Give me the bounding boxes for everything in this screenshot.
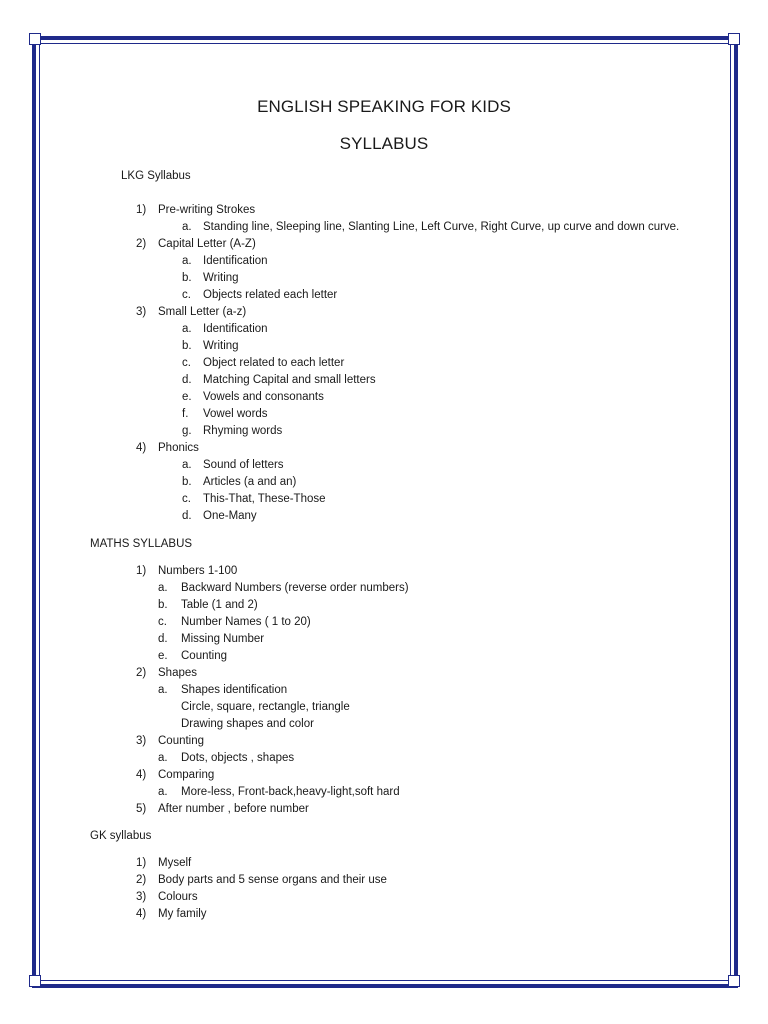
list-number: 3) [136,735,147,747]
sub-list-letter: a. [182,221,192,233]
border-corner-ornament [728,33,740,45]
list-number: 4) [136,442,147,454]
sub-list-item: Shapes identification [181,684,288,696]
sub-list-letter: a. [182,255,192,267]
list-number: 2) [136,667,147,679]
border-corner-ornament [29,975,41,987]
sub-list-letter: e. [158,650,168,662]
sub-list-item: Circle, square, rectangle, triangle [181,701,350,713]
section-heading-maths: MATHS SYLLABUS [90,538,193,550]
list-number: 2) [136,874,147,886]
sub-list-letter: a. [158,786,168,798]
list-item: My family [158,908,207,920]
list-item: Small Letter (a-z) [158,306,247,318]
sub-list-item: Writing [203,340,239,352]
sub-list-letter: e. [182,391,192,403]
sub-list-letter: b. [182,272,192,284]
sub-list-item: Identification [203,255,268,267]
list-item: Phonics [158,442,199,454]
list-number: 5) [136,803,147,815]
sub-list-item: Backward Numbers (reverse order numbers) [181,582,409,594]
sub-list-item: Counting [181,650,228,662]
list-item: Pre-writing Strokes [158,204,256,216]
sub-list-letter: c. [158,616,167,628]
sub-list-item: Matching Capital and small letters [203,374,376,386]
sub-list-letter: d. [182,510,192,522]
list-number: 2) [136,238,147,250]
sub-list-item: Writing [203,272,239,284]
sub-list-item: Missing Number [181,633,265,645]
sub-list-item: Standing line, Sleeping line, Slanting Line, Left Curve, Right Curve, up curve and down curve. [203,221,680,233]
sub-list-item: Drawing shapes and color [181,718,314,730]
sub-list-item: Vowel words [203,408,268,420]
sub-list-letter: c. [182,493,191,505]
list-item: Numbers 1-100 [158,565,238,577]
sub-list-letter: g. [182,425,192,437]
list-item: Comparing [158,769,215,781]
list-number: 1) [136,565,147,577]
sub-list-letter: a. [158,752,168,764]
sub-list-letter: b. [158,599,168,611]
sub-list-letter: a. [158,582,168,594]
sub-list-letter: f. [182,408,189,420]
document-title: ENGLISH SPEAKING FOR KIDS [257,97,511,116]
section-heading-gk: GK syllabus [90,830,152,842]
sub-list-item: Objects related each letter [203,289,338,301]
list-item: Capital Letter (A-Z) [158,238,256,250]
sub-list-letter: b. [182,340,192,352]
sub-list-item: Dots, objects , shapes [181,752,295,764]
list-number: 1) [136,857,147,869]
sub-list-item: Table (1 and 2) [181,599,258,611]
sub-list-letter: a. [182,323,192,335]
sub-list-letter: a. [182,459,192,471]
sub-list-item: Sound of letters [203,459,284,471]
sub-list-letter: d. [182,374,192,386]
sub-list-letter: b. [182,476,192,488]
sub-list-letter: c. [182,289,191,301]
list-number: 4) [136,908,147,920]
sub-list-item: Articles (a and an) [203,476,297,488]
sub-list-letter: d. [158,633,168,645]
list-item: Shapes [158,667,198,679]
sub-list-item: One-Many [203,510,257,522]
section-heading-lkg: LKG Syllabus [121,170,191,182]
list-item: Colours [158,891,198,903]
sub-list-item: More-less, Front-back,heavy-light,soft hard [181,786,400,798]
border-corner-ornament [728,975,740,987]
list-item: Counting [158,735,205,747]
sub-list-item: Vowels and consonants [203,391,324,403]
list-number: 4) [136,769,147,781]
sub-list-item: Object related to each letter [203,357,345,369]
sub-list-item: Number Names ( 1 to 20) [181,616,311,628]
sub-list-item: Identification [203,323,268,335]
list-item: Myself [158,857,192,869]
list-number: 1) [136,204,147,216]
sub-list-item: Rhyming words [203,425,283,437]
sub-list-item: This-That, These-Those [203,493,326,505]
border-corner-ornament [29,33,41,45]
document-subtitle: SYLLABUS [339,134,429,153]
list-item: Body parts and 5 sense organs and their use [158,874,387,886]
list-number: 3) [136,306,147,318]
sub-list-letter: a. [158,684,168,696]
list-number: 3) [136,891,147,903]
sub-list-letter: c. [182,357,191,369]
list-item: After number , before number [158,803,309,815]
